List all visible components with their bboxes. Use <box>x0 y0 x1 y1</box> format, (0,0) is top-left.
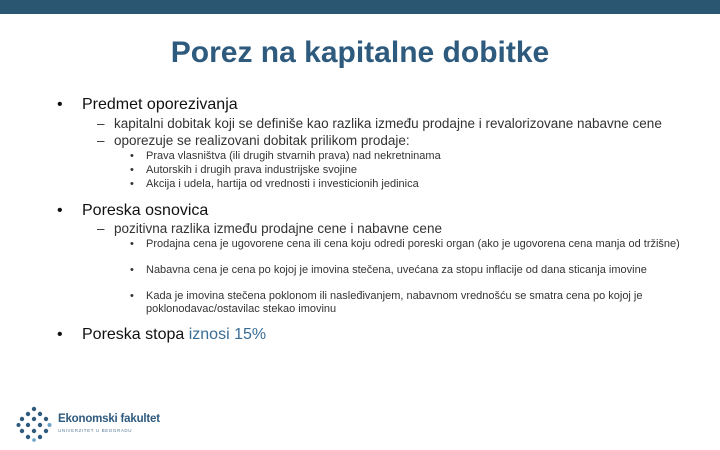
sub-item-text: kapitalni dobitak koji se definiše kao razlika između prodajne i revalorizovane nabavne cene <box>114 116 662 131</box>
section-heading: Poreska stopa <box>82 326 185 343</box>
detail-item-text: Kada je imovina stečena poklonom ili nasleđivanjem, nabavnom vrednošću se smatra cena po kojoj je poklonodavac/ostavilac stekao imovinu <box>146 290 643 315</box>
detail-item-text: Nabavna cena je cena po kojoj je imovina stečena, uvećana za stopu inflacije od dana sticanja imovine <box>146 264 647 276</box>
logo-name: Ekonomski fakultet <box>58 413 160 425</box>
logo-mark-icon <box>16 406 52 442</box>
slide-title: Porez na kapitalne dobitke <box>170 36 550 69</box>
bullet-marker: • <box>57 96 63 113</box>
sub-item-text: pozitivna razlika između prodajne cene i nabavne cene <box>114 221 442 236</box>
dot-marker: • <box>130 290 134 302</box>
dash-marker: – <box>97 116 105 131</box>
sub-item-text: oporezuje se realizovani dobitak prilikom prodaje: <box>114 133 410 148</box>
bullet-marker: • <box>57 202 63 219</box>
section-tail: iznosi 15% <box>184 326 267 343</box>
section-heading-line <box>82 326 266 344</box>
detail-item-text: Prodajna cena je ugovorene cena ili cena koju odredi poreski organ (ako je ugovorena cena manja od tržišne) <box>146 238 680 250</box>
dot-marker: • <box>130 150 134 162</box>
detail-item-text: Akcija i udela, hartija od vrednosti i investicionih jedinica <box>146 178 419 190</box>
logo-subtitle: UNIVERZITET U BEOGRADU <box>58 428 133 433</box>
dash-marker: – <box>97 221 105 236</box>
section-heading: Poreska osnovica <box>82 202 209 219</box>
dot-marker: • <box>130 264 134 276</box>
dash-marker: – <box>97 133 105 148</box>
top-accent-bar <box>0 0 720 14</box>
bullet-marker: • <box>57 326 63 343</box>
section-heading: Predmet oporezivanja <box>82 96 238 113</box>
dot-marker: • <box>130 164 134 176</box>
detail-item-text: Autorskih i drugih prava industrijske svojine <box>146 164 357 176</box>
detail-item-text: Prava vlasništva (ili drugih stvarnih prava) nad nekretninama <box>146 150 441 162</box>
dot-marker: • <box>130 178 134 190</box>
faculty-logo <box>16 406 160 442</box>
dot-marker: • <box>130 238 134 250</box>
